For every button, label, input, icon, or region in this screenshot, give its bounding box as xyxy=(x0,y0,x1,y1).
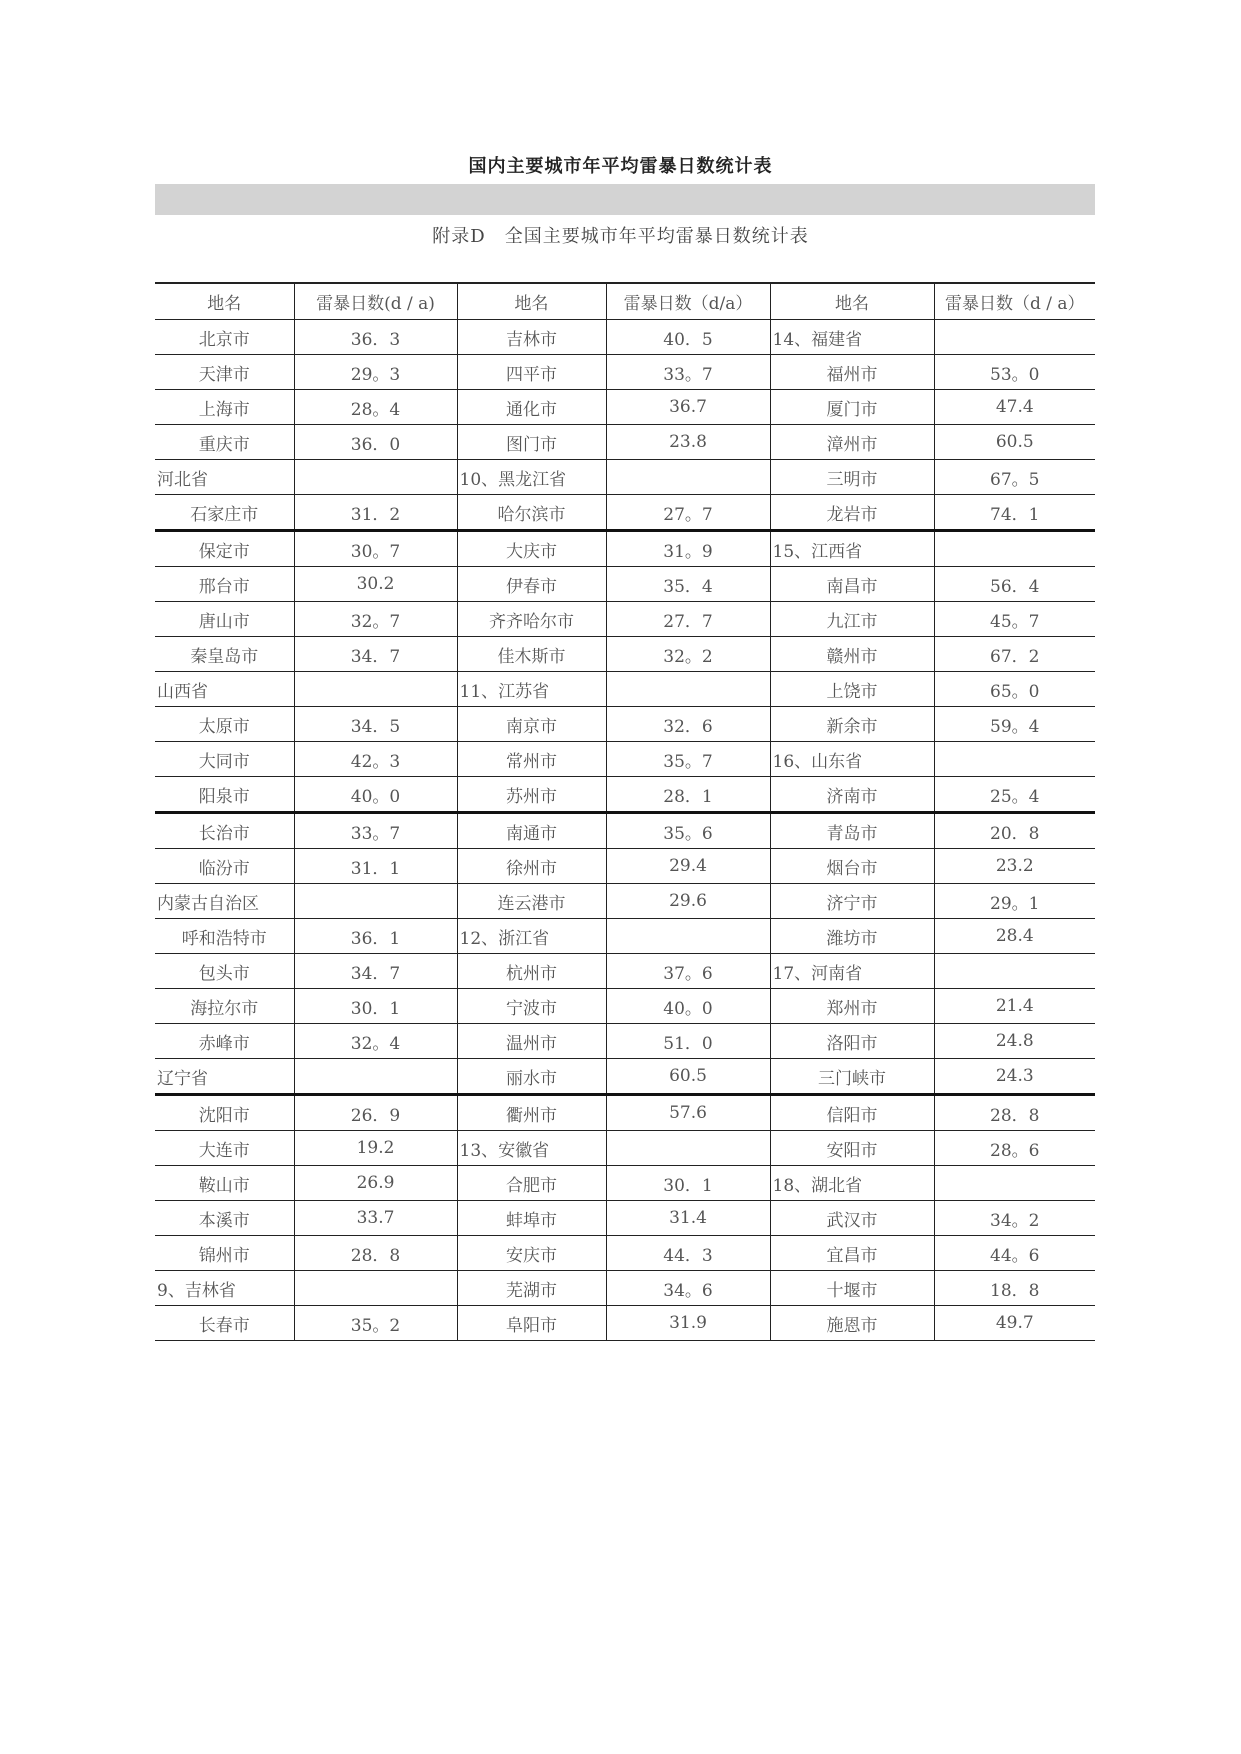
header-band xyxy=(155,184,1095,215)
thunderstorm-days-cell: 21.4 xyxy=(934,989,1095,1024)
thunderstorm-days-cell: 44．3 xyxy=(606,1236,770,1271)
place-name-cell: 阜阳市 xyxy=(457,1306,606,1341)
thunderstorm-days-cell: 24.8 xyxy=(934,1024,1095,1059)
table-row xyxy=(155,672,1095,707)
thunderstorm-days-cell: 65。0 xyxy=(934,672,1095,707)
thunderstorm-days-cell: 51．0 xyxy=(606,1024,770,1059)
thunderstorm-days-cell: 33。7 xyxy=(294,813,457,849)
place-name-cell: 佳木斯市 xyxy=(457,637,606,672)
thunderstorm-days-cell xyxy=(934,531,1095,567)
thunderstorm-days-cell: 31。9 xyxy=(606,531,770,567)
thunderstorm-days-cell: 34．7 xyxy=(294,637,457,672)
table-row xyxy=(155,849,1095,884)
place-name-cell: 潍坊市 xyxy=(770,919,934,954)
thunderstorm-days-cell: 57.6 xyxy=(606,1095,770,1131)
thunderstorm-days-cell: 35。2 xyxy=(294,1306,457,1341)
place-name-cell: 徐州市 xyxy=(457,849,606,884)
thunderstorm-days-cell: 28。4 xyxy=(294,390,457,425)
thunderstorm-days-cell xyxy=(934,954,1095,989)
place-name-cell: 哈尔滨市 xyxy=(457,495,606,531)
thunderstorm-days-cell: 35．4 xyxy=(606,567,770,602)
place-name-cell: 南昌市 xyxy=(770,567,934,602)
table-row xyxy=(155,954,1095,989)
table-row xyxy=(155,1059,1095,1095)
thunderstorm-days-cell xyxy=(294,460,457,495)
thunderstorm-days-cell: 34．5 xyxy=(294,707,457,742)
thunderstorm-days-cell: 30．1 xyxy=(606,1166,770,1201)
place-name-cell: 9、吉林省 xyxy=(155,1271,294,1306)
thunderstorm-days-cell: 28。6 xyxy=(934,1131,1095,1166)
place-name-cell: 通化市 xyxy=(457,390,606,425)
place-name-cell: 辽宁省 xyxy=(155,1059,294,1095)
place-name-cell: 大连市 xyxy=(155,1131,294,1166)
thunderstorm-days-table xyxy=(155,282,1095,1341)
thunderstorm-days-cell: 33.7 xyxy=(294,1201,457,1236)
thunderstorm-days-cell: 36．3 xyxy=(294,320,457,355)
place-name-cell: 新余市 xyxy=(770,707,934,742)
place-name-cell: 12、浙江省 xyxy=(457,919,606,954)
place-name-cell: 内蒙古自治区 xyxy=(155,884,294,919)
thunderstorm-days-cell xyxy=(294,1271,457,1306)
thunderstorm-days-cell xyxy=(294,672,457,707)
place-name-cell: 11、江苏省 xyxy=(457,672,606,707)
place-name-cell: 13、安徽省 xyxy=(457,1131,606,1166)
table-row xyxy=(155,1024,1095,1059)
thunderstorm-days-cell: 35。7 xyxy=(606,742,770,777)
thunderstorm-days-cell: 30。7 xyxy=(294,531,457,567)
thunderstorm-days-cell: 36．0 xyxy=(294,425,457,460)
place-name-cell: 厦门市 xyxy=(770,390,934,425)
place-name-cell: 北京市 xyxy=(155,320,294,355)
thunderstorm-days-cell xyxy=(934,320,1095,355)
table-row xyxy=(155,1271,1095,1306)
thunderstorm-days-cell: 53。0 xyxy=(934,355,1095,390)
header-place-3: 地名 xyxy=(770,283,934,320)
thunderstorm-days-cell: 31.4 xyxy=(606,1201,770,1236)
table-row xyxy=(155,637,1095,672)
thunderstorm-days-cell: 18．8 xyxy=(934,1271,1095,1306)
place-name-cell: 南京市 xyxy=(457,707,606,742)
thunderstorm-days-cell: 40．5 xyxy=(606,320,770,355)
place-name-cell: 赣州市 xyxy=(770,637,934,672)
thunderstorm-days-cell: 28．8 xyxy=(934,1095,1095,1131)
place-name-cell: 龙岩市 xyxy=(770,495,934,531)
table-row xyxy=(155,602,1095,637)
thunderstorm-days-cell: 32．6 xyxy=(606,707,770,742)
header-days-3: 雷暴日数（d / a） xyxy=(934,283,1095,320)
thunderstorm-days-cell: 20．8 xyxy=(934,813,1095,849)
thunderstorm-days-cell: 31．1 xyxy=(294,849,457,884)
thunderstorm-days-cell: 47.4 xyxy=(934,390,1095,425)
thunderstorm-days-cell: 30．1 xyxy=(294,989,457,1024)
thunderstorm-days-cell: 23.2 xyxy=(934,849,1095,884)
thunderstorm-days-cell: 35。6 xyxy=(606,813,770,849)
thunderstorm-days-cell: 29。1 xyxy=(934,884,1095,919)
place-name-cell: 福州市 xyxy=(770,355,934,390)
thunderstorm-days-cell: 40。0 xyxy=(294,777,457,813)
thunderstorm-days-cell: 74．1 xyxy=(934,495,1095,531)
thunderstorm-days-cell: 45。7 xyxy=(934,602,1095,637)
place-name-cell: 丽水市 xyxy=(457,1059,606,1095)
place-name-cell: 10、黑龙江省 xyxy=(457,460,606,495)
header-place-2: 地名 xyxy=(457,283,606,320)
table-row xyxy=(155,1166,1095,1201)
place-name-cell: 邢台市 xyxy=(155,567,294,602)
place-name-cell: 18、湖北省 xyxy=(770,1166,934,1201)
place-name-cell: 临汾市 xyxy=(155,849,294,884)
place-name-cell: 苏州市 xyxy=(457,777,606,813)
place-name-cell: 施恩市 xyxy=(770,1306,934,1341)
place-name-cell: 16、山东省 xyxy=(770,742,934,777)
place-name-cell: 安阳市 xyxy=(770,1131,934,1166)
place-name-cell: 杭州市 xyxy=(457,954,606,989)
place-name-cell: 本溪市 xyxy=(155,1201,294,1236)
thunderstorm-days-cell: 28.4 xyxy=(934,919,1095,954)
place-name-cell: 太原市 xyxy=(155,707,294,742)
place-name-cell: 芜湖市 xyxy=(457,1271,606,1306)
thunderstorm-days-cell: 25。4 xyxy=(934,777,1095,813)
thunderstorm-days-cell xyxy=(294,884,457,919)
place-name-cell: 三明市 xyxy=(770,460,934,495)
table-row xyxy=(155,567,1095,602)
place-name-cell: 伊春市 xyxy=(457,567,606,602)
thunderstorm-days-cell: 42。3 xyxy=(294,742,457,777)
thunderstorm-days-cell: 36.7 xyxy=(606,390,770,425)
thunderstorm-days-cell xyxy=(606,460,770,495)
thunderstorm-days-cell: 34．7 xyxy=(294,954,457,989)
thunderstorm-days-cell: 26.9 xyxy=(294,1166,457,1201)
thunderstorm-days-cell: 49.7 xyxy=(934,1306,1095,1341)
thunderstorm-days-cell: 37。6 xyxy=(606,954,770,989)
place-name-cell: 济南市 xyxy=(770,777,934,813)
place-name-cell: 烟台市 xyxy=(770,849,934,884)
place-name-cell: 长治市 xyxy=(155,813,294,849)
thunderstorm-days-cell: 34。6 xyxy=(606,1271,770,1306)
thunderstorm-days-cell: 44。6 xyxy=(934,1236,1095,1271)
place-name-cell: 三门峡市 xyxy=(770,1059,934,1095)
thunderstorm-days-cell: 27。7 xyxy=(606,495,770,531)
thunderstorm-days-cell: 56．4 xyxy=(934,567,1095,602)
thunderstorm-days-cell: 33。7 xyxy=(606,355,770,390)
place-name-cell: 南通市 xyxy=(457,813,606,849)
thunderstorm-days-cell xyxy=(606,1131,770,1166)
place-name-cell: 十堰市 xyxy=(770,1271,934,1306)
thunderstorm-days-cell xyxy=(606,672,770,707)
table-row xyxy=(155,1131,1095,1166)
place-name-cell: 石家庄市 xyxy=(155,495,294,531)
place-name-cell: 长春市 xyxy=(155,1306,294,1341)
place-name-cell: 大同市 xyxy=(155,742,294,777)
table-row xyxy=(155,320,1095,355)
document-title: 国内主要城市年平均雷暴日数统计表 xyxy=(468,156,773,177)
table-row xyxy=(155,531,1095,567)
thunderstorm-days-cell: 60.5 xyxy=(606,1059,770,1095)
table-caption: 附录D 全国主要城市年平均雷暴日数统计表 xyxy=(432,226,809,247)
place-name-cell: 海拉尔市 xyxy=(155,989,294,1024)
place-name-cell: 14、福建省 xyxy=(770,320,934,355)
thunderstorm-days-cell: 31.9 xyxy=(606,1306,770,1341)
place-name-cell: 重庆市 xyxy=(155,425,294,460)
thunderstorm-days-cell: 40。0 xyxy=(606,989,770,1024)
header-days-1: 雷暴日数(d / a) xyxy=(294,283,457,320)
place-name-cell: 宁波市 xyxy=(457,989,606,1024)
place-name-cell: 沈阳市 xyxy=(155,1095,294,1131)
place-name-cell: 衢州市 xyxy=(457,1095,606,1131)
table-row xyxy=(155,1306,1095,1341)
thunderstorm-days-cell: 32。7 xyxy=(294,602,457,637)
place-name-cell: 河北省 xyxy=(155,460,294,495)
place-name-cell: 洛阳市 xyxy=(770,1024,934,1059)
place-name-cell: 锦州市 xyxy=(155,1236,294,1271)
thunderstorm-days-cell: 29。3 xyxy=(294,355,457,390)
place-name-cell: 郑州市 xyxy=(770,989,934,1024)
place-name-cell: 包头市 xyxy=(155,954,294,989)
thunderstorm-days-cell: 59。4 xyxy=(934,707,1095,742)
place-name-cell: 漳州市 xyxy=(770,425,934,460)
thunderstorm-days-cell: 19.2 xyxy=(294,1131,457,1166)
place-name-cell: 呼和浩特市 xyxy=(155,919,294,954)
place-name-cell: 九江市 xyxy=(770,602,934,637)
table-row xyxy=(155,1095,1095,1131)
place-name-cell: 信阳市 xyxy=(770,1095,934,1131)
place-name-cell: 大庆市 xyxy=(457,531,606,567)
table-row xyxy=(155,989,1095,1024)
table-row xyxy=(155,355,1095,390)
place-name-cell: 武汉市 xyxy=(770,1201,934,1236)
place-name-cell: 阳泉市 xyxy=(155,777,294,813)
table-row xyxy=(155,1236,1095,1271)
thunderstorm-days-cell: 29.6 xyxy=(606,884,770,919)
thunderstorm-days-cell: 27．7 xyxy=(606,602,770,637)
thunderstorm-days-cell: 32。4 xyxy=(294,1024,457,1059)
place-name-cell: 齐齐哈尔市 xyxy=(457,602,606,637)
header-days-2: 雷暴日数（d/a） xyxy=(606,283,770,320)
table-row xyxy=(155,707,1095,742)
table-row xyxy=(155,919,1095,954)
place-name-cell: 吉林市 xyxy=(457,320,606,355)
thunderstorm-days-cell: 34。2 xyxy=(934,1201,1095,1236)
thunderstorm-days-cell xyxy=(294,1059,457,1095)
thunderstorm-days-cell: 26．9 xyxy=(294,1095,457,1131)
place-name-cell: 天津市 xyxy=(155,355,294,390)
table-row xyxy=(155,742,1095,777)
thunderstorm-days-cell: 36．1 xyxy=(294,919,457,954)
thunderstorm-days-cell xyxy=(934,742,1095,777)
thunderstorm-days-cell xyxy=(934,1166,1095,1201)
place-name-cell: 连云港市 xyxy=(457,884,606,919)
thunderstorm-days-cell: 28．8 xyxy=(294,1236,457,1271)
thunderstorm-days-cell: 23.8 xyxy=(606,425,770,460)
thunderstorm-days-cell: 28．1 xyxy=(606,777,770,813)
table-row xyxy=(155,884,1095,919)
table-row xyxy=(155,495,1095,531)
place-name-cell: 秦皇岛市 xyxy=(155,637,294,672)
table-row xyxy=(155,813,1095,849)
thunderstorm-days-cell: 30.2 xyxy=(294,567,457,602)
place-name-cell: 宜昌市 xyxy=(770,1236,934,1271)
thunderstorm-days-cell: 67．2 xyxy=(934,637,1095,672)
table-header-row xyxy=(155,283,1095,320)
place-name-cell: 四平市 xyxy=(457,355,606,390)
thunderstorm-days-cell: 29.4 xyxy=(606,849,770,884)
thunderstorm-days-cell xyxy=(606,919,770,954)
place-name-cell: 鞍山市 xyxy=(155,1166,294,1201)
place-name-cell: 蚌埠市 xyxy=(457,1201,606,1236)
table-body xyxy=(155,320,1095,1341)
place-name-cell: 赤峰市 xyxy=(155,1024,294,1059)
place-name-cell: 唐山市 xyxy=(155,602,294,637)
place-name-cell: 安庆市 xyxy=(457,1236,606,1271)
thunderstorm-days-cell: 67。5 xyxy=(934,460,1095,495)
table-row xyxy=(155,777,1095,813)
thunderstorm-days-cell: 31．2 xyxy=(294,495,457,531)
place-name-cell: 济宁市 xyxy=(770,884,934,919)
place-name-cell: 常州市 xyxy=(457,742,606,777)
table-row xyxy=(155,460,1095,495)
place-name-cell: 山西省 xyxy=(155,672,294,707)
place-name-cell: 温州市 xyxy=(457,1024,606,1059)
thunderstorm-days-cell: 32。2 xyxy=(606,637,770,672)
table-row xyxy=(155,390,1095,425)
table-row xyxy=(155,425,1095,460)
place-name-cell: 青岛市 xyxy=(770,813,934,849)
place-name-cell: 上饶市 xyxy=(770,672,934,707)
place-name-cell: 15、江西省 xyxy=(770,531,934,567)
header-place-1: 地名 xyxy=(155,283,294,320)
place-name-cell: 图门市 xyxy=(457,425,606,460)
thunderstorm-days-cell: 24.3 xyxy=(934,1059,1095,1095)
place-name-cell: 17、河南省 xyxy=(770,954,934,989)
place-name-cell: 上海市 xyxy=(155,390,294,425)
table-row xyxy=(155,1201,1095,1236)
place-name-cell: 保定市 xyxy=(155,531,294,567)
thunderstorm-days-cell: 60.5 xyxy=(934,425,1095,460)
place-name-cell: 合肥市 xyxy=(457,1166,606,1201)
